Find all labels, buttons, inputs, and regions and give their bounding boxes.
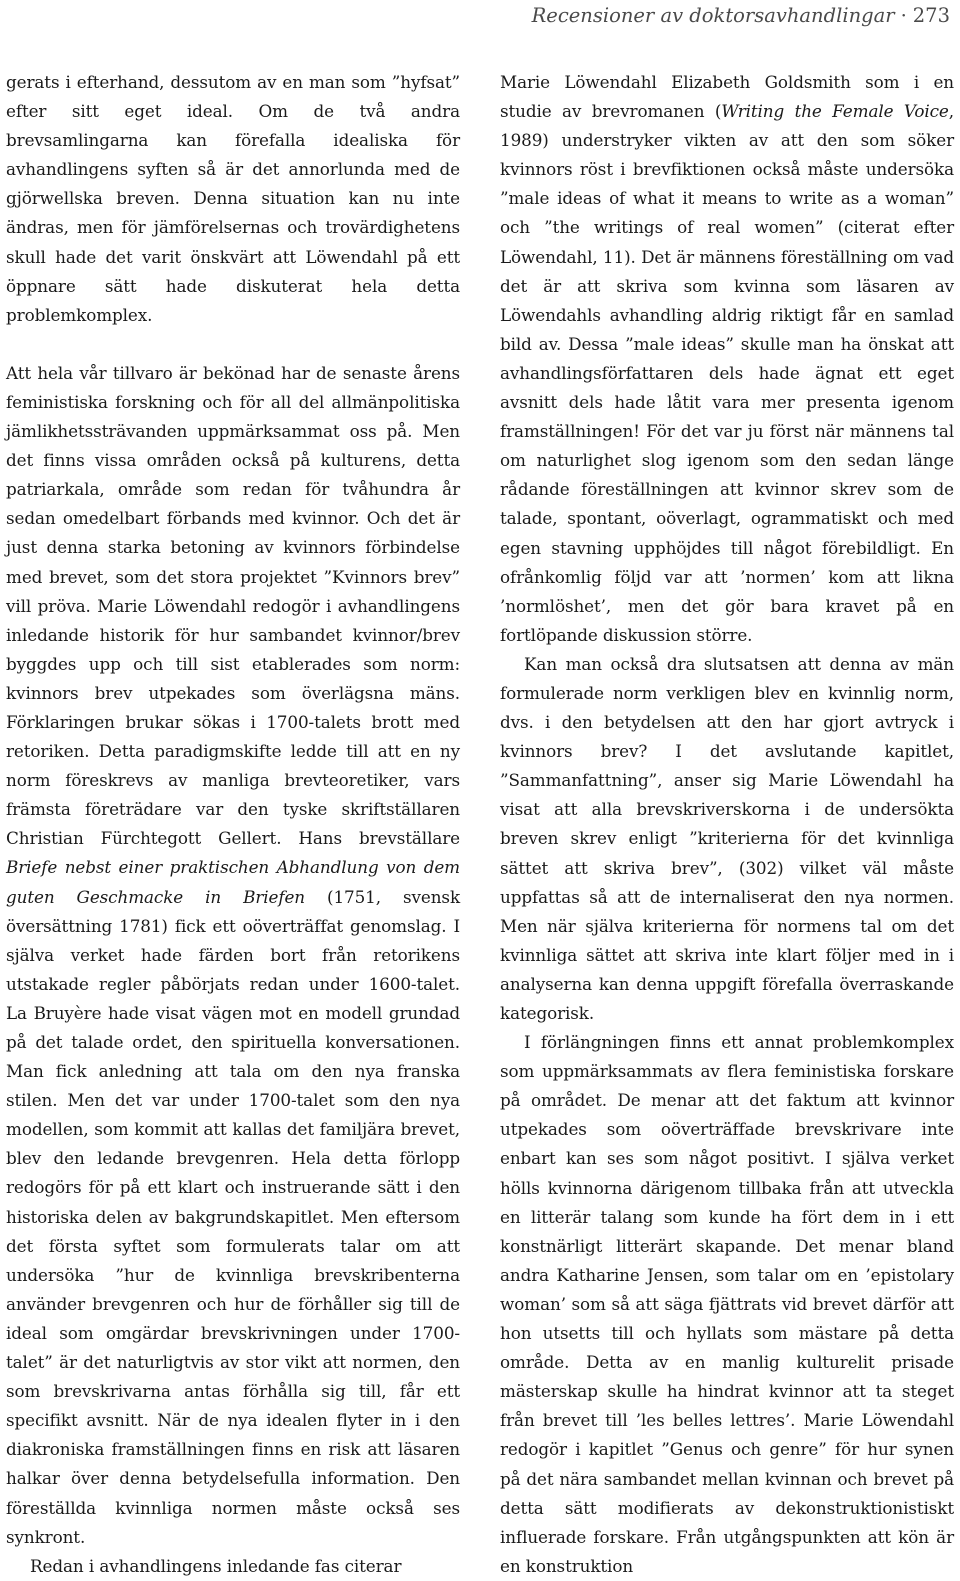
header-separator: · [900, 4, 907, 27]
running-header [532, 4, 950, 28]
journal-section-title: Recensioner av doktorsavhandlingar [531, 4, 895, 27]
left-paragraph-2-text-b: (1751, svensk översättning 1781) fick ett oöverträffat genomslag. I själva verket hade färden bort från retorikens utstakade regler påbörjats redan under 1600-talet. La Bruyère hade visat vägen mot en modell grundad på det talade ordet, den spirituella konversationen. Man fick anledning att tala om den nya franska stilen. Men det var under 1700-talet som den nya modellen, som kommit att kallas det familjära brevet, blev den ledande brevgenren. Hela detta förlopp redogörs för på ett klart och instruerande sätt i den historiska delen av bakgrundskapitlet. Men eftersom det första syftet som formulerats talar om att undersöka ”hur de kvinnliga brevskribenterna använder brevgenren och hur de förhåller sig till de ideal som omgärdar brevskrivningen under 1700-talet” är det naturligtvis av stor vikt att normen, den som brevskrivarna antas förhålla sig till, får ett specifikt avsnitt. När de nya idealen flyter in i den diakroniska framställningen finns en risk att läsaren halkar över denna betydelsefulla information. Den föreställda kvinnliga normen måste också ses synkront. [6, 886, 461, 1547]
page-number: 273 [912, 4, 950, 27]
left-column [6, 68, 460, 1581]
right-paragraph-2: Kan man också dra slutsatsen att denna av män formulerade norm verkligen blev en kvinnlig norm, dvs. i den betydelsen att den har gjort avtryck i kvinnors brev? I det avslutande kapitlet, ”Sammanfattning”, anser sig Marie Löwendahl ha visat att alla brevskriverskorna i de undersökta breven skrev enligt ”kriterierna för det kvinnliga sättet att skriva brev”, (302) vilket väl måste uppfattas så att de internaliserat den nya normen. Men när själva kriterierna för normens tal om det kvinnliga sättet att skriva inte klart följer med in i analyserna kan denna uppgift förefalla överraskande kategorisk. [500, 653, 954, 1023]
left-paragraph-3: Redan i avhandlingens inledande fas citerar [30, 1555, 402, 1576]
right-paragraph-3: I förlängningen finns ett annat problemkomplex som uppmärksammats av flera feministiska forskare på området. De menar att det faktum att kvinnor utpekades som oöverträffade brevskrivare inte enbart kan ses som något positivt. I själva verket hölls kvinnorna därigenom tillbaka från att utveckla en litterär talang som kunde ha fört dem in i ett konstnärligt litterärt skapande. Det menar bland andra Katharine Jensen, som talar om en ’epistolary woman’ som så att säga fjättrats vid brevet därför att hon utsetts till och hyllats som mästare på detta område. Detta av en manlig kulturelit prisade mästerskap skulle ha hindrat kvinnor att ta steget från brevet till ’les belles lettres’. Marie Löwendahl redogör i kapitlet ”Genus och genre” för hur synen på det nära sambandet mellan kvinnan och brevet på detta sätt modifierats av dekonstruktionistiskt influerade forskare. Från utgångspunkten att kön är en konstruktion [500, 1032, 954, 1576]
right-paragraph-1-text-a: Marie Löwendahl Elizabeth Goldsmith som i en studie av brevromanen ( [500, 72, 954, 122]
left-paragraph-1: gerats i efterhand, dessutom av en man som ”hyfsat” efter sitt eget ideal. Om de två andra brevsamlingarna kan förefalla idealiska för avhandlingens syften så är det annorlunda med de gjörwellska breven. Denna situation kan nu inte ändras, men för jämförelsernas och trovärdighetens skull hade det varit önskvärt att Löwendahl på ett öppnare sätt hade diskuterat hela detta problemkomplex. [6, 72, 460, 325]
left-paragraph-2-text-a: Att hela vår tillvaro är bekönad har de senaste årens feministiska forskning och för all del allmänpolitiska jämlikhetssträvanden uppmärksammat oss på. Men det finns vissa områden också på kulturens, detta patriarkala, område som redan för tvåhundra år sedan omedelbart förbands med kvinnor. Och det är just denna starka betoning av kvinnors förbindelse med brevet, som det stora projektet ”Kvinnors brev” vill pröva. Marie Löwendahl redogör i avhandlingens inledande historik för hur sambandet kvinnor/brev byggdes upp och till sist etablerades som norm: kvinnors brev utpekades som överlägsna mäns. Förklaringen brukar sökas i 1700-talets brott med retoriken. Detta paradigmskifte ledde till att en ny norm föreskrevs av manliga brevteoretiker, vars främsta företrädare var den tyske skriftställaren Christian Fürchtegott Gellert. Hans brevställare [6, 362, 460, 849]
book-title-goldsmith: Writing the Female Voice [721, 101, 949, 122]
book-title-gellert: Briefe nebst einer praktischen Abhandlung von dem guten Geschmacke in Briefen [6, 857, 460, 907]
right-paragraph-1-text-b: , 1989) understryker vikten av att den som söker kvinnors röst i brevfiktionen också måste undersöka ”male ideas of what it means to write as a woman” och ”the writings of real women” (citerat efter Löwendahl, 11). Det är männens föreställning om vad det är att skriva som kvinna som läsaren av Löwendahls avhandling aldrig riktigt får en samlad bild av. Dessa ”male ideas” skulle man ha önskat att avhandlingsförfattaren dels hade ägnat ett eget avsnitt dels hade låtit vara mer presenta igenom framställningen! För det var ju först när männens tal om naturlighet slog igenom som den sedan länge rådande föreställningen att kvinnor skrev som de talade, spontant, oöverlagt, ogrammatiskt och med egen stavning upphöjdes till något förebildligt. En ofrånkomlig följd var att ’normen’ kom att likna ’normlöshet’, men det gör bara kravet på en fortlöpande diskussion större. [500, 101, 954, 645]
right-column [500, 68, 954, 1581]
right-paragraph-1 [500, 68, 954, 650]
left-paragraph-2 [6, 359, 460, 1552]
